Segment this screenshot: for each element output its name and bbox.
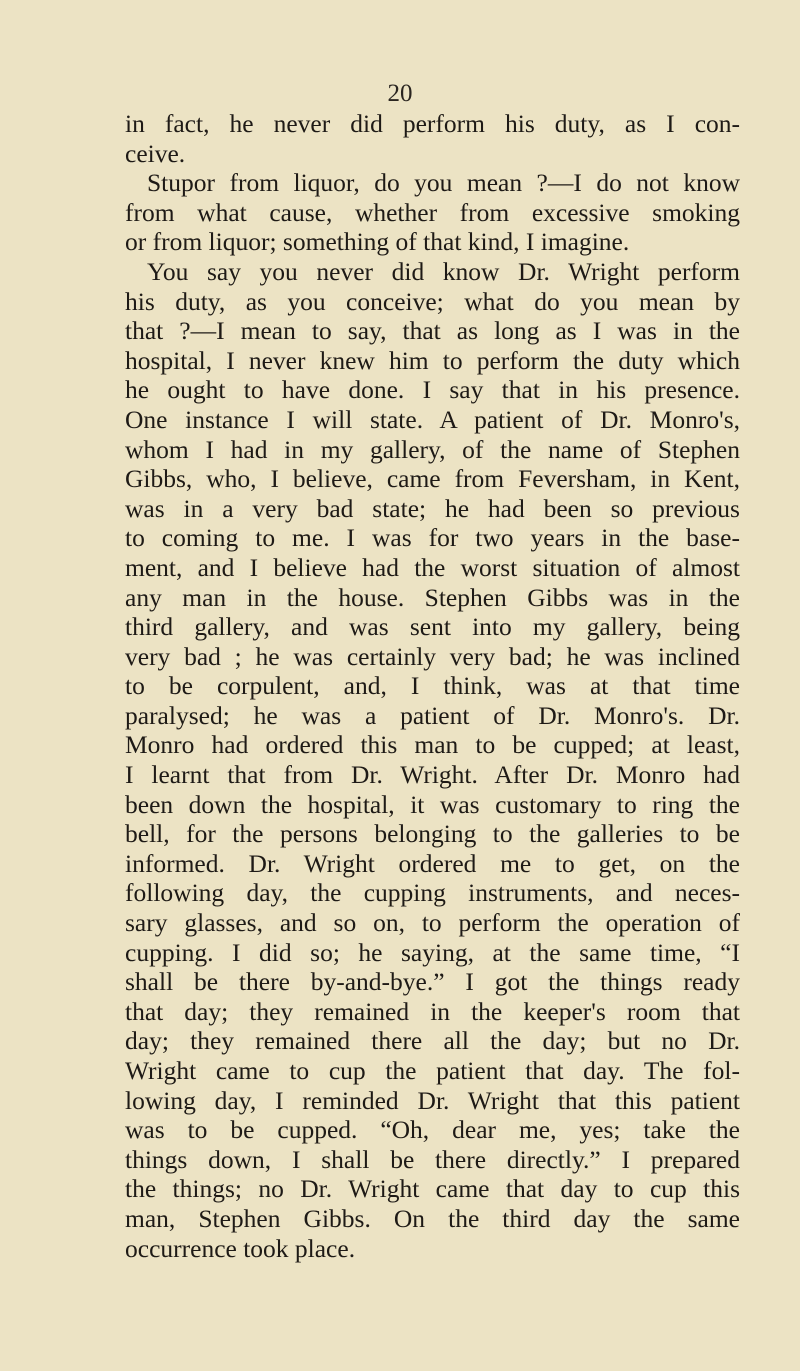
text-line: ceive. [125, 138, 186, 168]
text-line: was in a very bad state; he had been so previous [125, 493, 740, 523]
text-line: to coming to me. I was for two years in the base- [125, 523, 740, 553]
text-line: bell, for the persons belonging to the galleries to be [125, 819, 740, 849]
text-line: You say you never did know Dr. Wright perform [147, 256, 740, 286]
text-line: hospital, I never knew him to perform the duty which [125, 345, 740, 375]
text-line: ment, and I believe had the worst situation of almost [125, 552, 740, 582]
text-line: Wright came to cup the patient that day. The fol- [125, 1056, 740, 1085]
text-line: whom I had in my gallery, of the name of Stephen [125, 434, 740, 464]
text-line: that ?—I mean to say, that as long as I was in the [125, 316, 740, 346]
text-line: man, Stephen Gibbs. On the third day the same [125, 1203, 740, 1233]
text-line: that day; they remained in the keeper's room that [125, 996, 740, 1026]
text-line: in fact, he never did perform his duty, as I con- [125, 109, 740, 138]
text-line: he ought to have done. I say that in his presence. [125, 375, 740, 405]
text-line: was to be cupped. “Oh, dear me, yes; take the [125, 1115, 740, 1145]
text-line: to be corpulent, and, I think, was at that time [125, 671, 740, 701]
text-line: his duty, as you conceive; what do you mean by [125, 286, 740, 316]
text-line: I learnt that from Dr. Wright. After Dr. Monro had [125, 760, 740, 790]
text-line: things down, I shall be there directly.” I prepared [125, 1144, 740, 1174]
text-line: Stupor from liquor, do you mean ?—I do not know [147, 168, 740, 198]
text-line: occurrence took place. [125, 1233, 356, 1263]
text-line: Gibbs, who, I believe, came from Feversham, in Kent, [125, 464, 740, 494]
text-line: the things; no Dr. Wright came that day to cup this [125, 1174, 740, 1204]
body-text [125, 109, 740, 1263]
text-line: lowing day, I reminded Dr. Wright that this patient [125, 1085, 740, 1115]
text-line: following day, the cupping instruments, and neces- [125, 878, 740, 908]
text-line: or from liquor; something of that kind, I imagine. [125, 227, 630, 257]
text-line: been down the hospital, it was customary to ring the [125, 789, 740, 819]
text-line: informed. Dr. Wright ordered me to get, on the [125, 848, 740, 878]
text-line: One instance I will state. A patient of Dr. Monro's, [125, 404, 740, 434]
text-line: Monro had ordered this man to be cupped; at least, [125, 730, 740, 760]
text-line: shall be there by-and-bye.” I got the things ready [125, 967, 740, 997]
text-line: paralysed; he was a patient of Dr. Monro's. Dr. [125, 700, 740, 730]
text-line: sary glasses, and so on, to perform the operation of [125, 908, 740, 938]
text-line: very bad ; he was certainly very bad; he was inclined [125, 641, 740, 671]
text-line: day; they remained there all the day; but no Dr. [125, 1026, 740, 1056]
page-number: 20 [387, 80, 413, 107]
text-line: from what cause, whether from excessive smoking [125, 197, 740, 227]
text-line: any man in the house. Stephen Gibbs was in the [125, 582, 740, 612]
text-line: third gallery, and was sent into my gallery, being [125, 612, 740, 642]
text-line: cupping. I did so; he saying, at the same time, “I [125, 937, 740, 967]
